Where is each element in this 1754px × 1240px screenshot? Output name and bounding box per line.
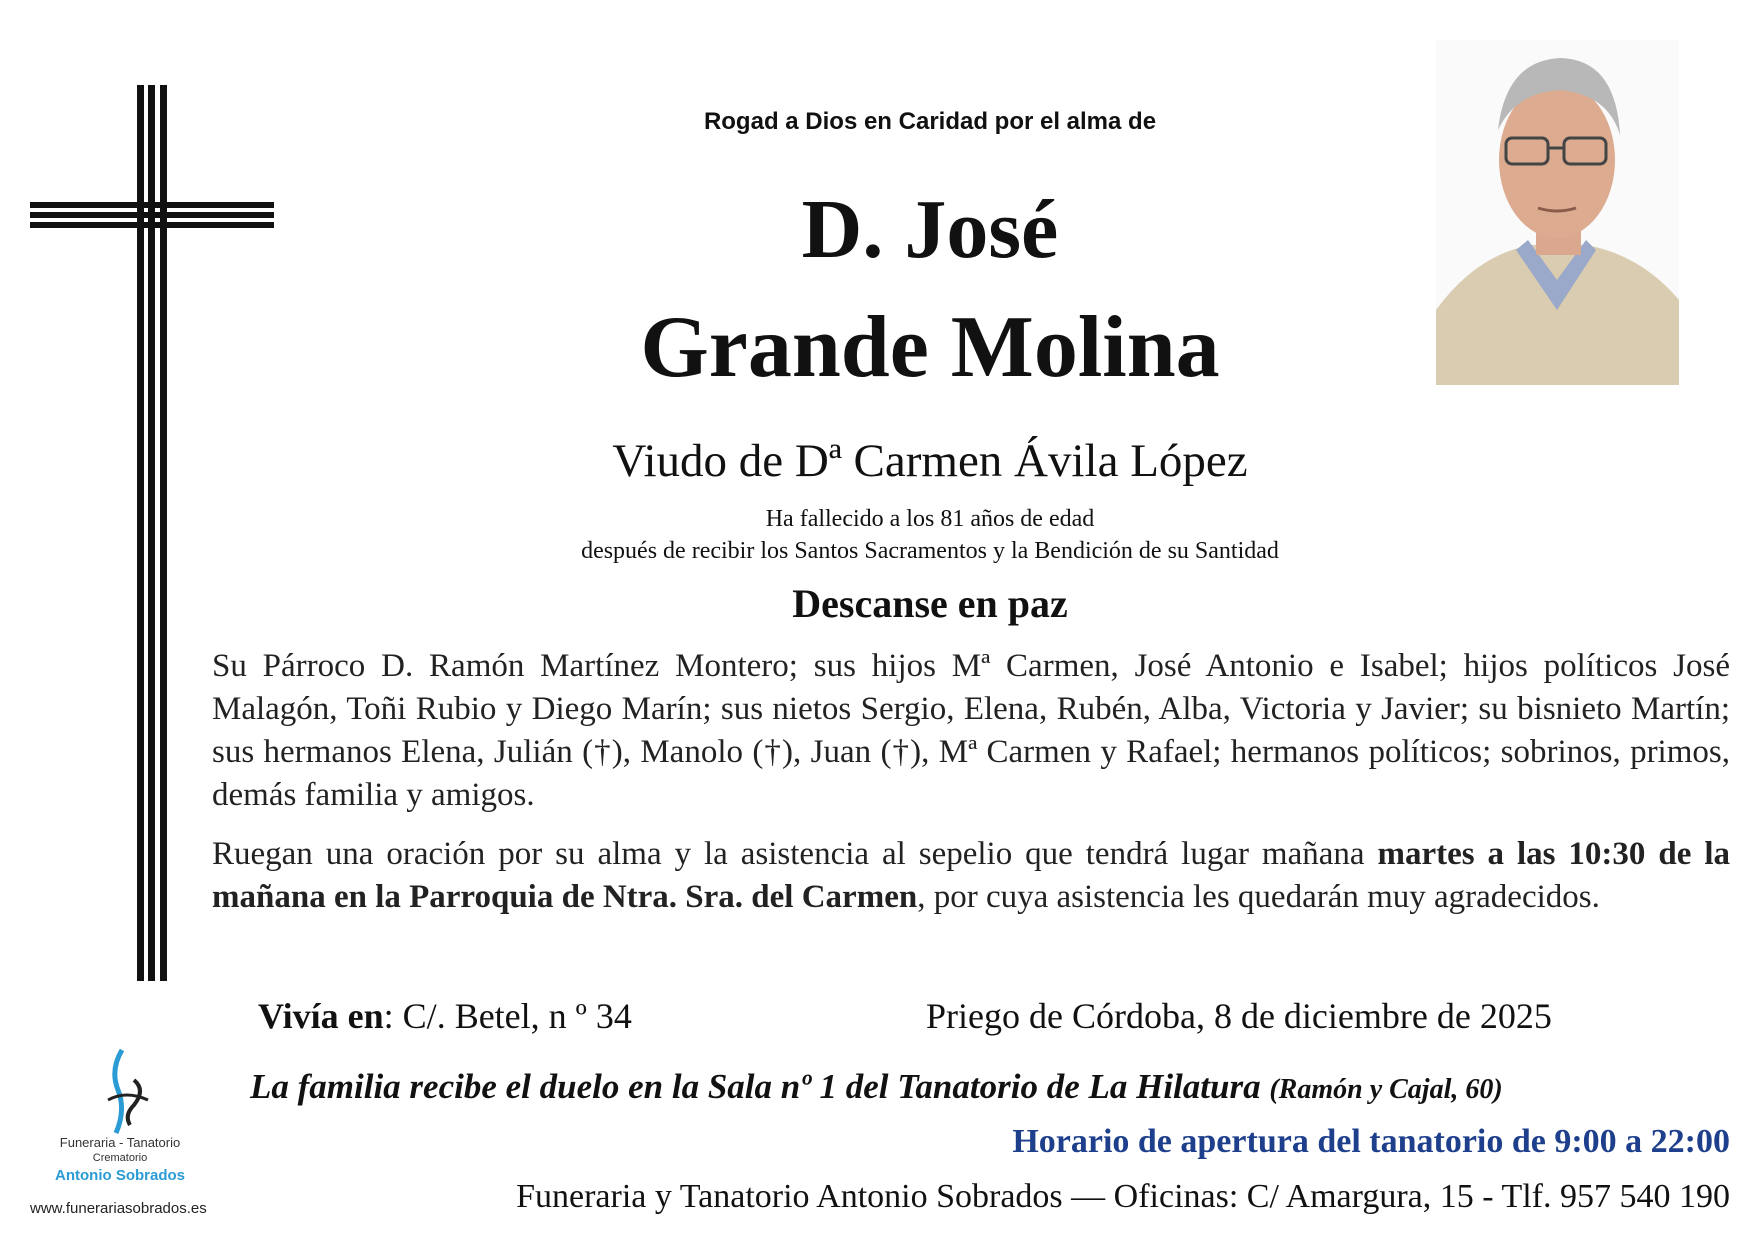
mourning-address: (Ramón y Cajal, 60) [1269, 1074, 1503, 1105]
logo-line3: Antonio Sobrados [55, 1167, 185, 1184]
funeral-home-logo-icon [30, 1045, 210, 1135]
mourning-notice [250, 1067, 1720, 1107]
sacraments-line: después de recibir los Santos Sacramentos y la Bendición de su Santidad [581, 538, 1279, 564]
deceased-photo [1436, 40, 1679, 385]
funeral-text-before: Ruegan una oración por su alma y la asistencia al sepelio que tendrá lugar mañana [212, 836, 1378, 872]
funeral-text-after: , por cuya asistencia les quedarán muy agradecidos. [917, 879, 1600, 915]
age-line: Ha fallecido a los 81 años de edad [765, 506, 1095, 532]
family-paragraph: Su Párroco D. Ramón Martínez Montero; sus hijos Mª Carmen, José Antonio e Isabel; hijos políticos José Malagón, Toñi Rubio y Diego Marín; sus nietos Sergio, Elena, Rubén, Alba, Victoria y Javier; su bisnieto Martín; sus hermanos Elena, Julián (†), Manolo (†), Juan (†), Mª Carmen y Rafael; hermanos políticos; sobrinos, primos, demás familia y amigos. [212, 648, 1730, 813]
rest-in-peace: Descanse en paz [792, 581, 1068, 626]
deceased-name-line1: D. José [801, 183, 1059, 276]
footer-contact: Funeraria y Tanatorio Antonio Sobrados — Oficinas: C/ Amargura, 15 - Tlf. 957 540 190 [516, 1178, 1730, 1215]
logo-line1: Funeraria - Tanatorio [59, 1135, 181, 1150]
mourning-text: La familia recibe el duelo en la Sala nº 1 del Tanatorio de La Hilatura [250, 1067, 1270, 1106]
website-link[interactable]: www.funerariasobrados.es [30, 1200, 207, 1217]
opening-hours: Horario de apertura del tanatorio de 9:00 a 22:00 [1012, 1123, 1730, 1160]
prayer-header: Rogad a Dios en Caridad por el alma de [703, 108, 1157, 135]
logo-line2: Crematorio [92, 1152, 148, 1164]
deceased-name-line2: Grande Molina [640, 299, 1220, 396]
residence-address: : C/. Betel, n º 34 [383, 996, 632, 1036]
residence-label: Vivía en [258, 996, 384, 1036]
residence [258, 995, 632, 1037]
place-date: Priego de Córdoba, 8 de diciembre de 2025 [926, 996, 1552, 1036]
widow-of: Viudo de Dª Carmen Ávila López [612, 435, 1248, 487]
funeral-paragraph [212, 833, 1730, 919]
funeral-text-bold: martes a las 10:30 de la mañana en la Parroquia de Ntra. Sra. del Carmen [212, 836, 1730, 915]
